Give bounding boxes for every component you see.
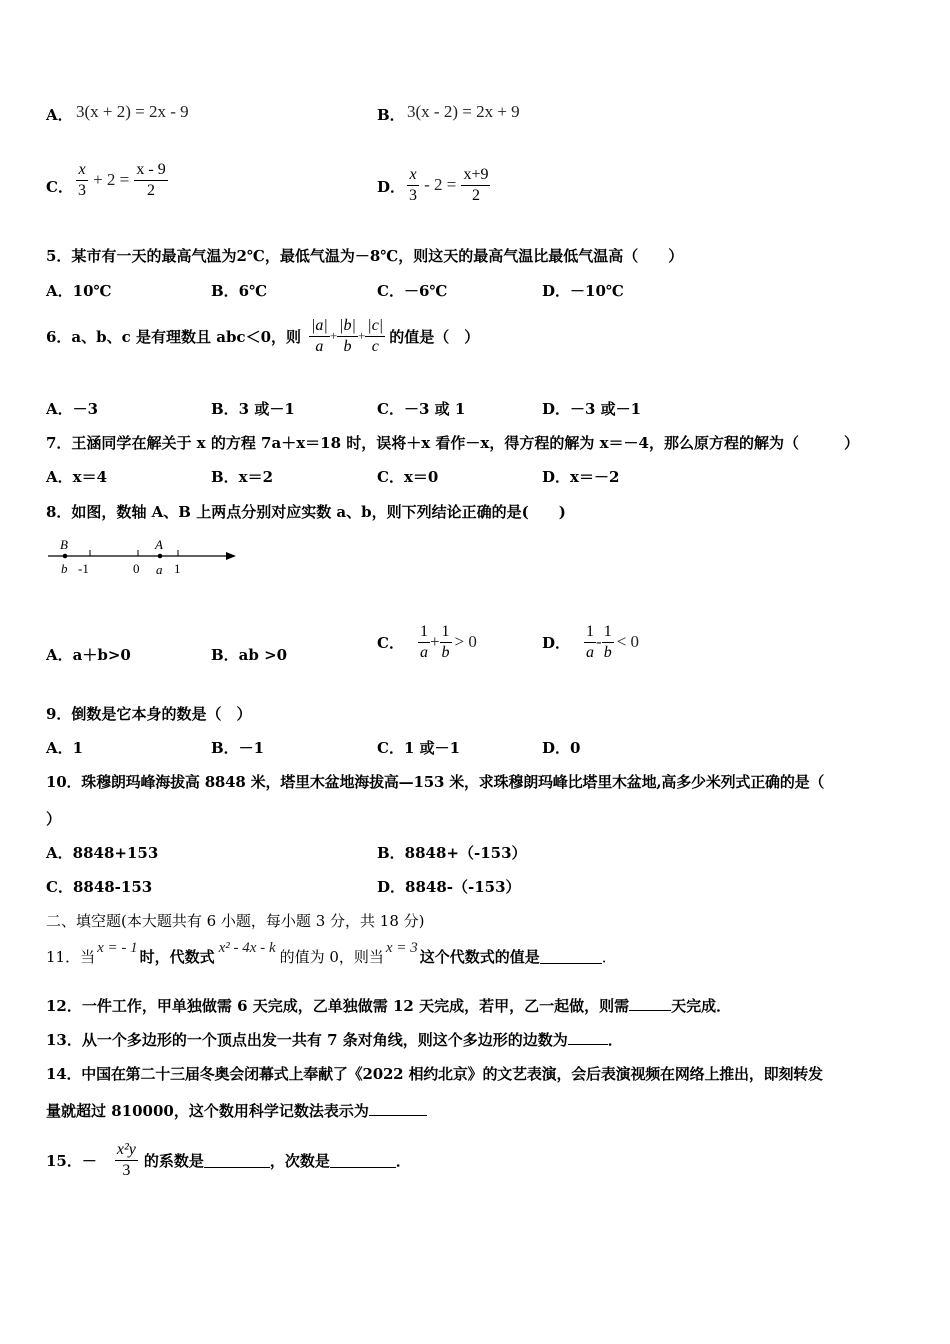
fraction-denominator: a <box>315 337 324 355</box>
fraction-denominator: a <box>419 643 428 661</box>
operator: + <box>429 632 440 651</box>
question-14-line1: 14．中国在第二十三届冬奥会闭幕式上奉献了《2022 相约北京》的文艺表演，会后表演视频在网络上推出，即刻转发 <box>46 1065 823 1083</box>
question-10-stem: 10．珠穆朗玛峰海拔高 8848 米，塔里木盆地海拔高—153 米，求珠穆朗玛峰比塔里木盆地,高多少米列式正确的是（ <box>46 773 825 791</box>
relation: < 0 <box>616 632 640 651</box>
question-9-stem: 9．倒数是它本身的数是（ ） <box>46 705 252 723</box>
q9-option-b: B．－1 <box>211 739 265 757</box>
point-b <box>63 554 68 559</box>
q6-option-b: B．3 或－1 <box>211 400 295 418</box>
q5-option-a: A．10℃ <box>46 282 112 300</box>
q4-option-d-expr <box>407 165 490 206</box>
fraction-numerator: 1 <box>602 622 614 643</box>
expr-x-equals-3: x = 3 <box>385 939 418 956</box>
answer-blank[interactable] <box>540 949 602 964</box>
label-a: a <box>156 562 163 577</box>
fraction-numerator: x <box>407 165 418 186</box>
q9-option-a: A．1 <box>46 739 84 757</box>
question-12 <box>46 995 731 1016</box>
option-label: C． <box>377 633 404 652</box>
stem-text: ． <box>601 947 617 966</box>
label-one: 1 <box>174 561 181 576</box>
q9-option-d: D．0 <box>542 739 581 757</box>
fraction-numerator: |a| <box>309 316 330 337</box>
q10-option-c: C．8848-153 <box>46 878 153 896</box>
fraction-denominator: 3 <box>122 1161 131 1179</box>
fraction-denominator: 2 <box>147 182 156 199</box>
q8-option-a: A．a＋b>0 <box>46 646 131 664</box>
q7-option-a: A．x＝4 <box>46 468 108 486</box>
stem-text: 这个代数式的值是 <box>419 947 540 966</box>
q7-option-c: C．x＝0 <box>377 468 439 486</box>
answer-blank[interactable] <box>330 1153 396 1168</box>
label-point-b: B <box>60 537 68 552</box>
question-8-stem: 8．如图，数轴 A、B 上两点分别对应实数 a、b，则下列结论正确的是( ) <box>46 503 566 521</box>
question-13 <box>46 1029 623 1050</box>
plus-sign: + <box>329 328 338 343</box>
q8-option-c <box>377 620 477 664</box>
label-b: b <box>61 561 68 576</box>
answer-blank[interactable] <box>204 1153 270 1168</box>
q6-option-a: A．－3 <box>46 400 99 418</box>
fraction-numerator: 1 <box>418 622 430 643</box>
stem-text: ． <box>395 1151 411 1170</box>
arrow-icon <box>226 552 236 560</box>
number-line-figure <box>44 534 244 582</box>
question-11 <box>46 936 617 976</box>
option-label: D． <box>377 178 406 196</box>
label-point-a: A <box>155 537 163 552</box>
fraction-denominator: 3 <box>409 187 417 204</box>
fraction-denominator: c <box>371 337 379 355</box>
stem-text: 的值是（ ） <box>389 327 480 346</box>
stem-text: 15．－ <box>46 1151 97 1170</box>
fraction-denominator: b <box>343 337 352 355</box>
point-a <box>158 554 163 559</box>
label-zero: 0 <box>133 561 140 576</box>
fraction-numerator: x+9 <box>461 165 490 186</box>
option-label: B． <box>377 106 405 124</box>
q7-option-d: D．x＝－2 <box>542 468 620 486</box>
q5-option-d: D．－10℃ <box>542 282 624 300</box>
operator: - <box>596 632 602 651</box>
stem-text: ． <box>607 1031 623 1049</box>
q5-option-c: C．－6℃ <box>377 282 448 300</box>
fraction-denominator: 3 <box>78 182 86 199</box>
stem-text: 6．a、b、c 是有理数且 abc＜0，则 <box>46 327 302 346</box>
q8-option-d <box>542 620 639 664</box>
fraction-numerator: x²y <box>115 1140 138 1161</box>
q6-option-c: C．－3 或 1 <box>377 400 466 418</box>
question-10-stem-cont: ） <box>46 810 62 828</box>
fraction-numerator: x - 9 <box>134 160 167 181</box>
q10-option-d: D．8848-（-153） <box>377 878 521 896</box>
fraction-numerator: 1 <box>584 622 596 643</box>
stem-text: 时，代数式 <box>139 947 215 966</box>
option-label: A． <box>46 106 73 124</box>
q10-option-a: A．8848+153 <box>46 844 159 862</box>
answer-blank[interactable] <box>369 1101 427 1116</box>
q9-option-c: C．1 或－1 <box>377 739 461 757</box>
q6-option-d: D．－3 或－1 <box>542 400 642 418</box>
expr-x-equals-neg1: x = - 1 <box>97 939 138 956</box>
q8-option-b: B．ab >0 <box>211 646 288 664</box>
fraction-numerator: |b| <box>337 316 358 337</box>
q4-option-d <box>377 176 405 197</box>
answer-blank[interactable] <box>629 996 671 1011</box>
stem-text: 12．一件工作，甲单独做需 6 天完成，乙单独做需 12 天完成，若甲，乙一起做，则需 <box>46 997 630 1015</box>
q4-option-a-expr: 3(x + 2) = 2x - 9 <box>76 102 189 121</box>
fraction-numerator: 1 <box>440 622 452 643</box>
q4-option-b <box>377 104 405 125</box>
answer-blank[interactable] <box>568 1030 608 1045</box>
question-7-stem: 7．王涵同学在解关于 x 的方程 7a＋x＝18 时，误将＋x 看作－x，得方程的解为 x＝－4，那么原方程的解为（ ） <box>46 434 859 452</box>
question-15 <box>46 1137 411 1183</box>
q4-option-c-expr <box>76 160 168 201</box>
expr-polynomial: x² - 4x - k <box>218 939 276 956</box>
relation: > 0 <box>454 632 477 651</box>
q7-option-b: B．x＝2 <box>211 468 274 486</box>
question-6-stem <box>46 314 479 358</box>
stem-text: 天完成． <box>671 997 732 1015</box>
stem-text: 11．当 <box>46 947 96 966</box>
expr-middle: + 2 = <box>93 170 130 189</box>
option-label: C． <box>46 178 73 196</box>
stem-text: 的值为 0，则当 <box>279 947 384 966</box>
fraction-denominator: b <box>441 643 450 661</box>
stem-text: 的系数是 <box>143 1151 204 1170</box>
expr-middle: - 2 = <box>424 175 457 194</box>
plus-sign: + <box>357 328 366 343</box>
fraction-denominator: b <box>603 643 612 661</box>
q10-option-b: B．8848+（-153） <box>377 844 527 862</box>
q5-option-b: B．6℃ <box>211 282 268 300</box>
fraction-numerator: x <box>76 160 87 181</box>
label-minus-one: -1 <box>78 561 89 576</box>
option-label: D． <box>542 633 571 652</box>
q4-option-a <box>46 104 73 125</box>
section-2-heading: 二、填空题(本大题共有 6 小题，每小题 3 分，共 18 分) <box>46 912 425 930</box>
q4-option-b-expr: 3(x - 2) = 2x + 9 <box>407 102 520 121</box>
stem-text: ，次数是 <box>269 1151 330 1170</box>
question-5-stem: 5．某市有一天的最高气温为2℃，最低气温为－8℃，则这天的最高气温比最低气温高（ ） <box>46 247 684 265</box>
question-14-line2 <box>46 1100 427 1121</box>
stem-text: 量就超过 810000，这个数用科学记数法表示为 <box>46 1102 369 1120</box>
fraction-denominator: 2 <box>471 187 480 204</box>
fraction-denominator: a <box>586 643 595 661</box>
fraction-numerator: |c| <box>365 316 385 337</box>
q4-option-c <box>46 176 73 197</box>
stem-text: 13．从一个多边形的一个顶点出发一共有 7 条对角线，则这个多边形的边数为 <box>46 1031 568 1049</box>
